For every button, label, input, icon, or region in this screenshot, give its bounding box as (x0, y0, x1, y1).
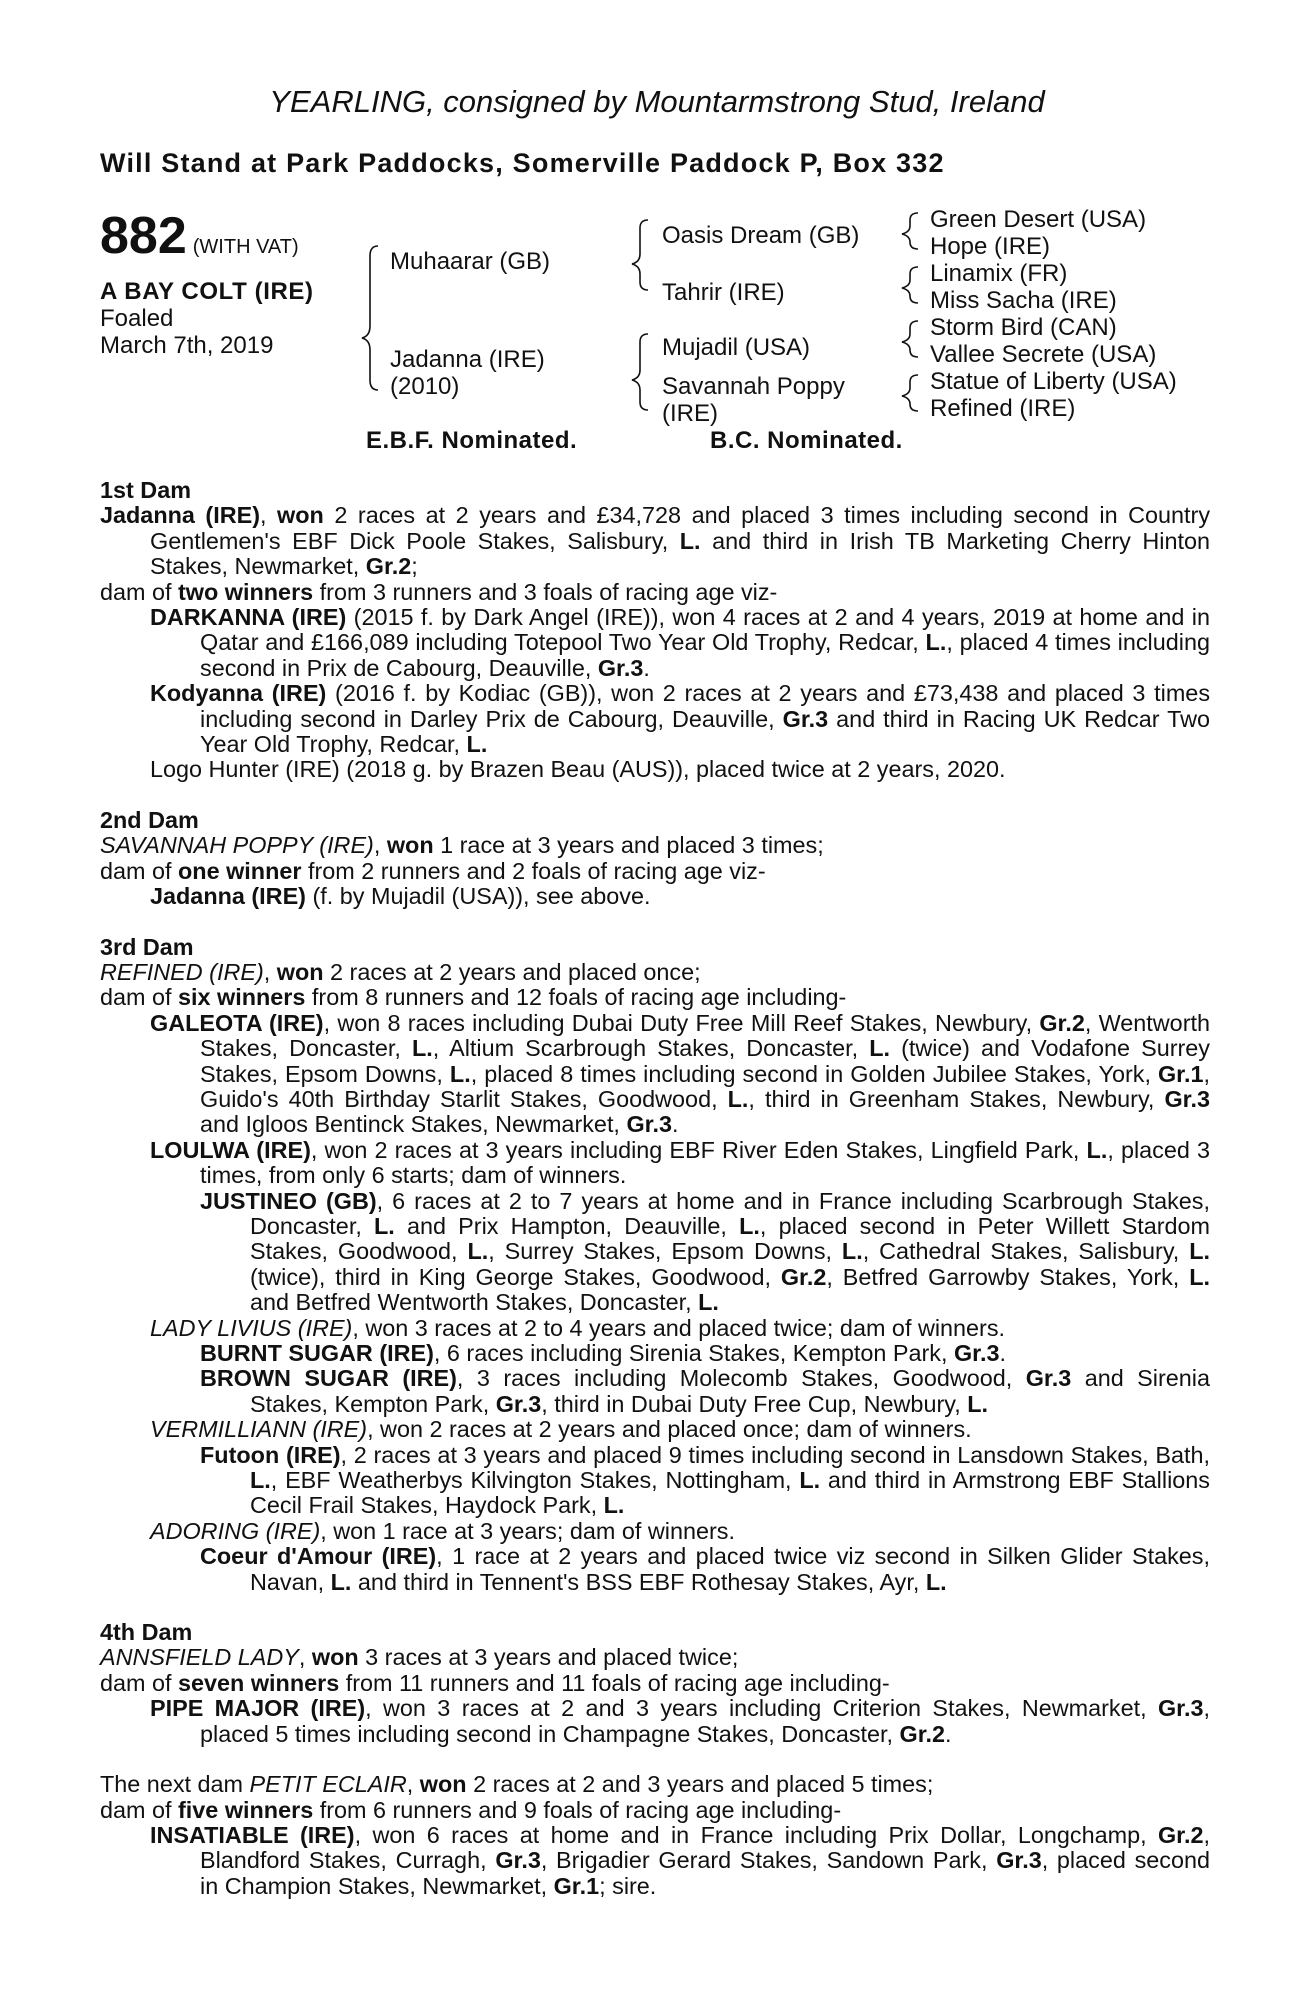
pedigree-g4: Miss Sacha (IRE) (930, 287, 1117, 314)
pedigree-sire-dam: Tahrir (IRE) (662, 279, 785, 306)
pedigree-g7: Statue of Liberty (USA) (930, 368, 1177, 395)
fourth-dam-heading: 4th Dam (100, 1619, 193, 1646)
pedigree-sire-sire: Oasis Dream (GB) (662, 222, 860, 249)
progeny-galeota: GALEOTA (IRE), won 8 races including Dubai Duty Free Mill Reef Stakes, Newbury, Gr.2, Wentworth Stakes, Doncaster, L., Altium Scarbrough Stakes, Doncaster, L. (twice) and Vodafone Surrey Stakes, Epsom Downs, L., placed 8 times including second in Golden Jubilee Stakes, York, Gr.1, Guido's 40th Birthday Starlit Stakes, Goodwood, L., third in Greenham Stakes, Newbury, Gr.3 and Igloos Bentinck Stakes, Newmarket, Gr.3. (150, 1009, 1210, 1138)
next-dam-entry: The next dam PETIT ECLAIR, won 2 races at 2 and 3 years and placed 5 times; (100, 1771, 934, 1798)
consignment-heading: YEARLING, consigned by Mountarmstrong Stud, Ireland (269, 84, 1045, 119)
stand-location: Will Stand at Park Paddocks, Somerville Paddock P, Box 332 (100, 148, 945, 178)
vat-label: (WITH VAT) (192, 236, 299, 258)
first-dam-heading: 1st Dam (100, 477, 192, 503)
progeny-brown-sugar: BROWN SUGAR (IRE), 3 races including Molecomb Stakes, Goodwood, Gr.3 and Sirenia Stakes, Kempton Park, Gr.3, third in Dubai Duty Free Cup, Newbury, L. (200, 1365, 1210, 1417)
pedigree-g8: Refined (IRE) (930, 395, 1076, 422)
progeny-coeur-damour: Coeur d'Amour (IRE), 1 race at 2 years and placed twice viz second in Silken Glider Stakes, Navan, L. and third in Tennent's BSS EBF Rothesay Stakes, Ayr, L. (200, 1543, 1210, 1595)
pedigree-g2: Hope (IRE) (930, 233, 1051, 260)
progeny-pipe-major: PIPE MAJOR (IRE), won 3 races at 2 and 3 years including Criterion Stakes, Newmarket, Gr.3, placed 5 times including second in Champagne Stakes, Doncaster, Gr.2. (150, 1695, 1210, 1747)
third-dam-summary: dam of six winners from 8 runners and 12 foals of racing age including- (100, 984, 847, 1011)
pedigree-dam: Jadanna (IRE) (390, 346, 545, 373)
pedigree-dam-sire: Mujadil (USA) (662, 334, 811, 361)
progeny-jadanna: Jadanna (IRE) (f. by Mujadil (USA)), see above. (150, 883, 651, 910)
ebf-nominated: E.B.F. Nominated. (366, 427, 578, 454)
third-dam-heading: 3rd Dam (100, 933, 194, 960)
progeny-insatiable: INSATIABLE (IRE), won 6 races at home and in France including Prix Dollar, Longchamp, Gr.2, Blandford Stakes, Curragh, Gr.3, Brigadier Gerard Stakes, Sandown Park, Gr.3, placed second in Champion Stakes, Newmarket, Gr.1; sire. (150, 1821, 1210, 1899)
progeny-justineo: JUSTINEO (GB), 6 races at 2 to 7 years at home and in France including Scarbrough Stakes, Doncaster, L. and Prix Hampton, Deauville, L., placed second in Peter Willett Stardom Stakes, Goodwood, L., Surrey Stakes, Epsom Downs, L., Cathedral Stakes, Salisbury, L. (twice), third in King George Stakes, Goodwood, Gr.2, Betfred Garrowby Stakes, York, L. and Betfred Wentworth Stakes, Doncaster, L. (200, 1187, 1211, 1316)
fourth-dam-summary: dam of seven winners from 11 runners and 11 foals of racing age including- (100, 1669, 890, 1696)
foaled-date: March 7th, 2019 (100, 332, 274, 359)
progeny-logo-hunter: Logo Hunter (IRE) (2018 g. by Brazen Beau (AUS)), placed twice at 2 years, 2020. (150, 756, 1006, 783)
progeny-darkanna: DARKANNA (IRE) (2015 f. by Dark Angel (IRE)), won 4 races at 2 and 4 years, 2019 at home and in Qatar and £166,089 including Totepool Two Year Old Trophy, Redcar, L., placed 4 times including second in Prix de Cabourg, Deauville, Gr.3. (150, 604, 1210, 681)
pedigree-g1: Green Desert (USA) (930, 206, 1147, 233)
second-dam-heading: 2nd Dam (100, 806, 199, 833)
lot-name: A BAY COLT (IRE) (100, 278, 314, 305)
second-dam-entry: SAVANNAH POPPY (IRE), won 1 race at 3 years and placed 3 times; (100, 832, 824, 859)
second-dam-summary: dam of one winner from 2 runners and 2 foals of racing age viz- (100, 857, 766, 884)
progeny-adoring: ADORING (IRE), won 1 race at 3 years; dam of winners. (150, 1517, 735, 1544)
progeny-futoon: Futoon (IRE), 2 races at 3 years and placed 9 times including second in Lansdown Stakes, Bath, L., EBF Weatherbys Kilvington Stakes, Nottingham, L. and third in Armstrong EBF Stallions Cecil Frail Stakes, Haydock Park, L. (200, 1441, 1210, 1519)
pedigree-g5: Storm Bird (CAN) (930, 314, 1117, 341)
pedigree-dam-dam: Savannah Poppy (662, 373, 845, 400)
first-dam-summary: dam of two winners from 3 runners and 3 foals of racing age viz- (100, 578, 778, 605)
next-dam-summary: dam of five winners from 6 runners and 9 foals of racing age including- (100, 1796, 842, 1823)
first-dam-entry: Jadanna (IRE), won 2 races at 2 years and £34,728 and placed 3 times including second in Country Gentlemen's EBF Dick Poole Stakes, Salisbury, L. and third in Irish TB Marketing Cherry Hinton Stakes, Newmarket, Gr.2; (100, 502, 1211, 580)
progeny-kodyanna: Kodyanna (IRE) (2016 f. by Kodiac (GB)), won 2 races at 2 years and £73,438 and placed 3 times including second in Darley Prix de Cabourg, Deauville, Gr.3 and third in Racing UK Redcar Two Year Old Trophy, Redcar, L. (150, 680, 1211, 758)
fourth-dam-entry: ANNSFIELD LADY, won 3 races at 3 years and placed twice; (100, 1644, 739, 1671)
pedigree-dam-year: (2010) (390, 373, 460, 400)
progeny-lady-livius: LADY LIVIUS (IRE), won 3 races at 2 to 4 years and placed twice; dam of winners. (150, 1314, 1006, 1341)
catalogue-body (100, 478, 1210, 1899)
foaled-label: Foaled (100, 305, 174, 332)
lot-number: 882 (100, 207, 187, 265)
third-dam-entry: REFINED (IRE), won 2 races at 2 years and placed once; (100, 958, 701, 985)
pedigree-g6: Vallee Secrete (USA) (930, 341, 1157, 368)
pedigree-sire: Muhaarar (GB) (390, 248, 551, 275)
bc-nominated: B.C. Nominated. (710, 427, 903, 454)
pedigree-dam-dam-country: (IRE) (662, 400, 718, 427)
progeny-vermilliann: VERMILLIANN (IRE), won 2 races at 2 years and placed once; dam of winners. (150, 1416, 972, 1443)
pedigree-g3: Linamix (FR) (930, 260, 1068, 287)
progeny-burnt-sugar: BURNT SUGAR (IRE), 6 races including Sirenia Stakes, Kempton Park, Gr.3. (200, 1340, 1006, 1366)
progeny-loulwa: LOULWA (IRE), won 2 races at 3 years including EBF River Eden Stakes, Lingfield Park, L., placed 3 times, from only 6 starts; dam of winners. (150, 1136, 1211, 1189)
